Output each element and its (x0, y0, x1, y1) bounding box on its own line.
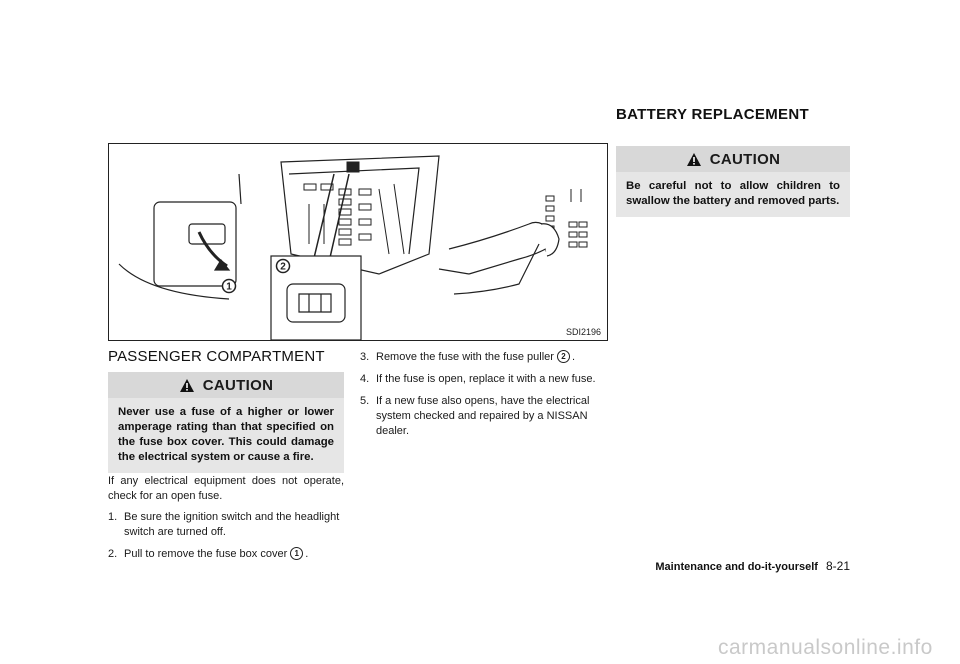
step-text-container (124, 547, 344, 562)
step-number: 2. (108, 548, 118, 560)
list-item (360, 372, 606, 387)
step-text: If the fuse is open, replace it with a new fuse. (376, 373, 596, 385)
warning-icon (686, 152, 702, 167)
caution-header (616, 146, 850, 172)
step-number: 1. (108, 511, 118, 523)
steps-list-middle (360, 350, 606, 439)
list-item (108, 510, 344, 540)
step-text: Be sure the ignition switch and the headlight switch are turned off. (124, 511, 340, 538)
fuse-box-drawing (109, 144, 607, 340)
section-heading: PASSENGER COMPARTMENT (108, 348, 325, 365)
intro-paragraph: If any electrical equipment does not operate, check for an open fuse. (108, 475, 344, 502)
list-item (108, 547, 344, 562)
list-item (360, 350, 606, 365)
battery-heading: BATTERY REPLACEMENT (616, 106, 809, 123)
caution-text: Never use a fuse of a higher or lower amperage rating than that specified on the fuse box cover. This could damage the electrical system or cause a fire. (118, 406, 334, 463)
callout-ref-2: 2 (557, 350, 570, 363)
callout-ref-1: 1 (290, 547, 303, 560)
fuse-box-illustration (108, 143, 608, 341)
warning-icon (179, 378, 195, 393)
caution-title: CAUTION (709, 150, 781, 168)
caution-text: Be careful not to allow children to swallow the battery and removed parts. (626, 180, 840, 207)
caution-box-fuse (108, 372, 344, 473)
page-number: 8-21 (825, 559, 850, 573)
callout-2-label: 2 (280, 261, 286, 273)
step-text-end: . (571, 351, 575, 363)
step-text: Pull to remove the fuse box cover (124, 548, 288, 560)
step-text-container (376, 350, 606, 365)
figure-label: SDI2196 (565, 327, 601, 337)
list-item (360, 394, 606, 439)
watermark: carmanualsonline.info (718, 636, 933, 659)
step-number: 4. (360, 373, 370, 385)
page-footer (600, 559, 850, 573)
step-number: 3. (360, 351, 370, 363)
caution-title: CAUTION (202, 376, 274, 394)
step-text: If a new fuse also opens, have the electrical system checked and repaired by a NISSAN dealer. (376, 395, 590, 437)
steps-list-left (108, 510, 344, 562)
footer-section-name: Maintenance and do-it-yourself (655, 561, 818, 573)
caution-header (108, 372, 344, 398)
step-text-end: . (305, 548, 309, 560)
callout-1-label: 1 (226, 281, 232, 293)
caution-box-battery (616, 146, 850, 217)
step-number: 5. (360, 395, 370, 407)
step-text: Remove the fuse with the fuse puller (376, 351, 554, 363)
